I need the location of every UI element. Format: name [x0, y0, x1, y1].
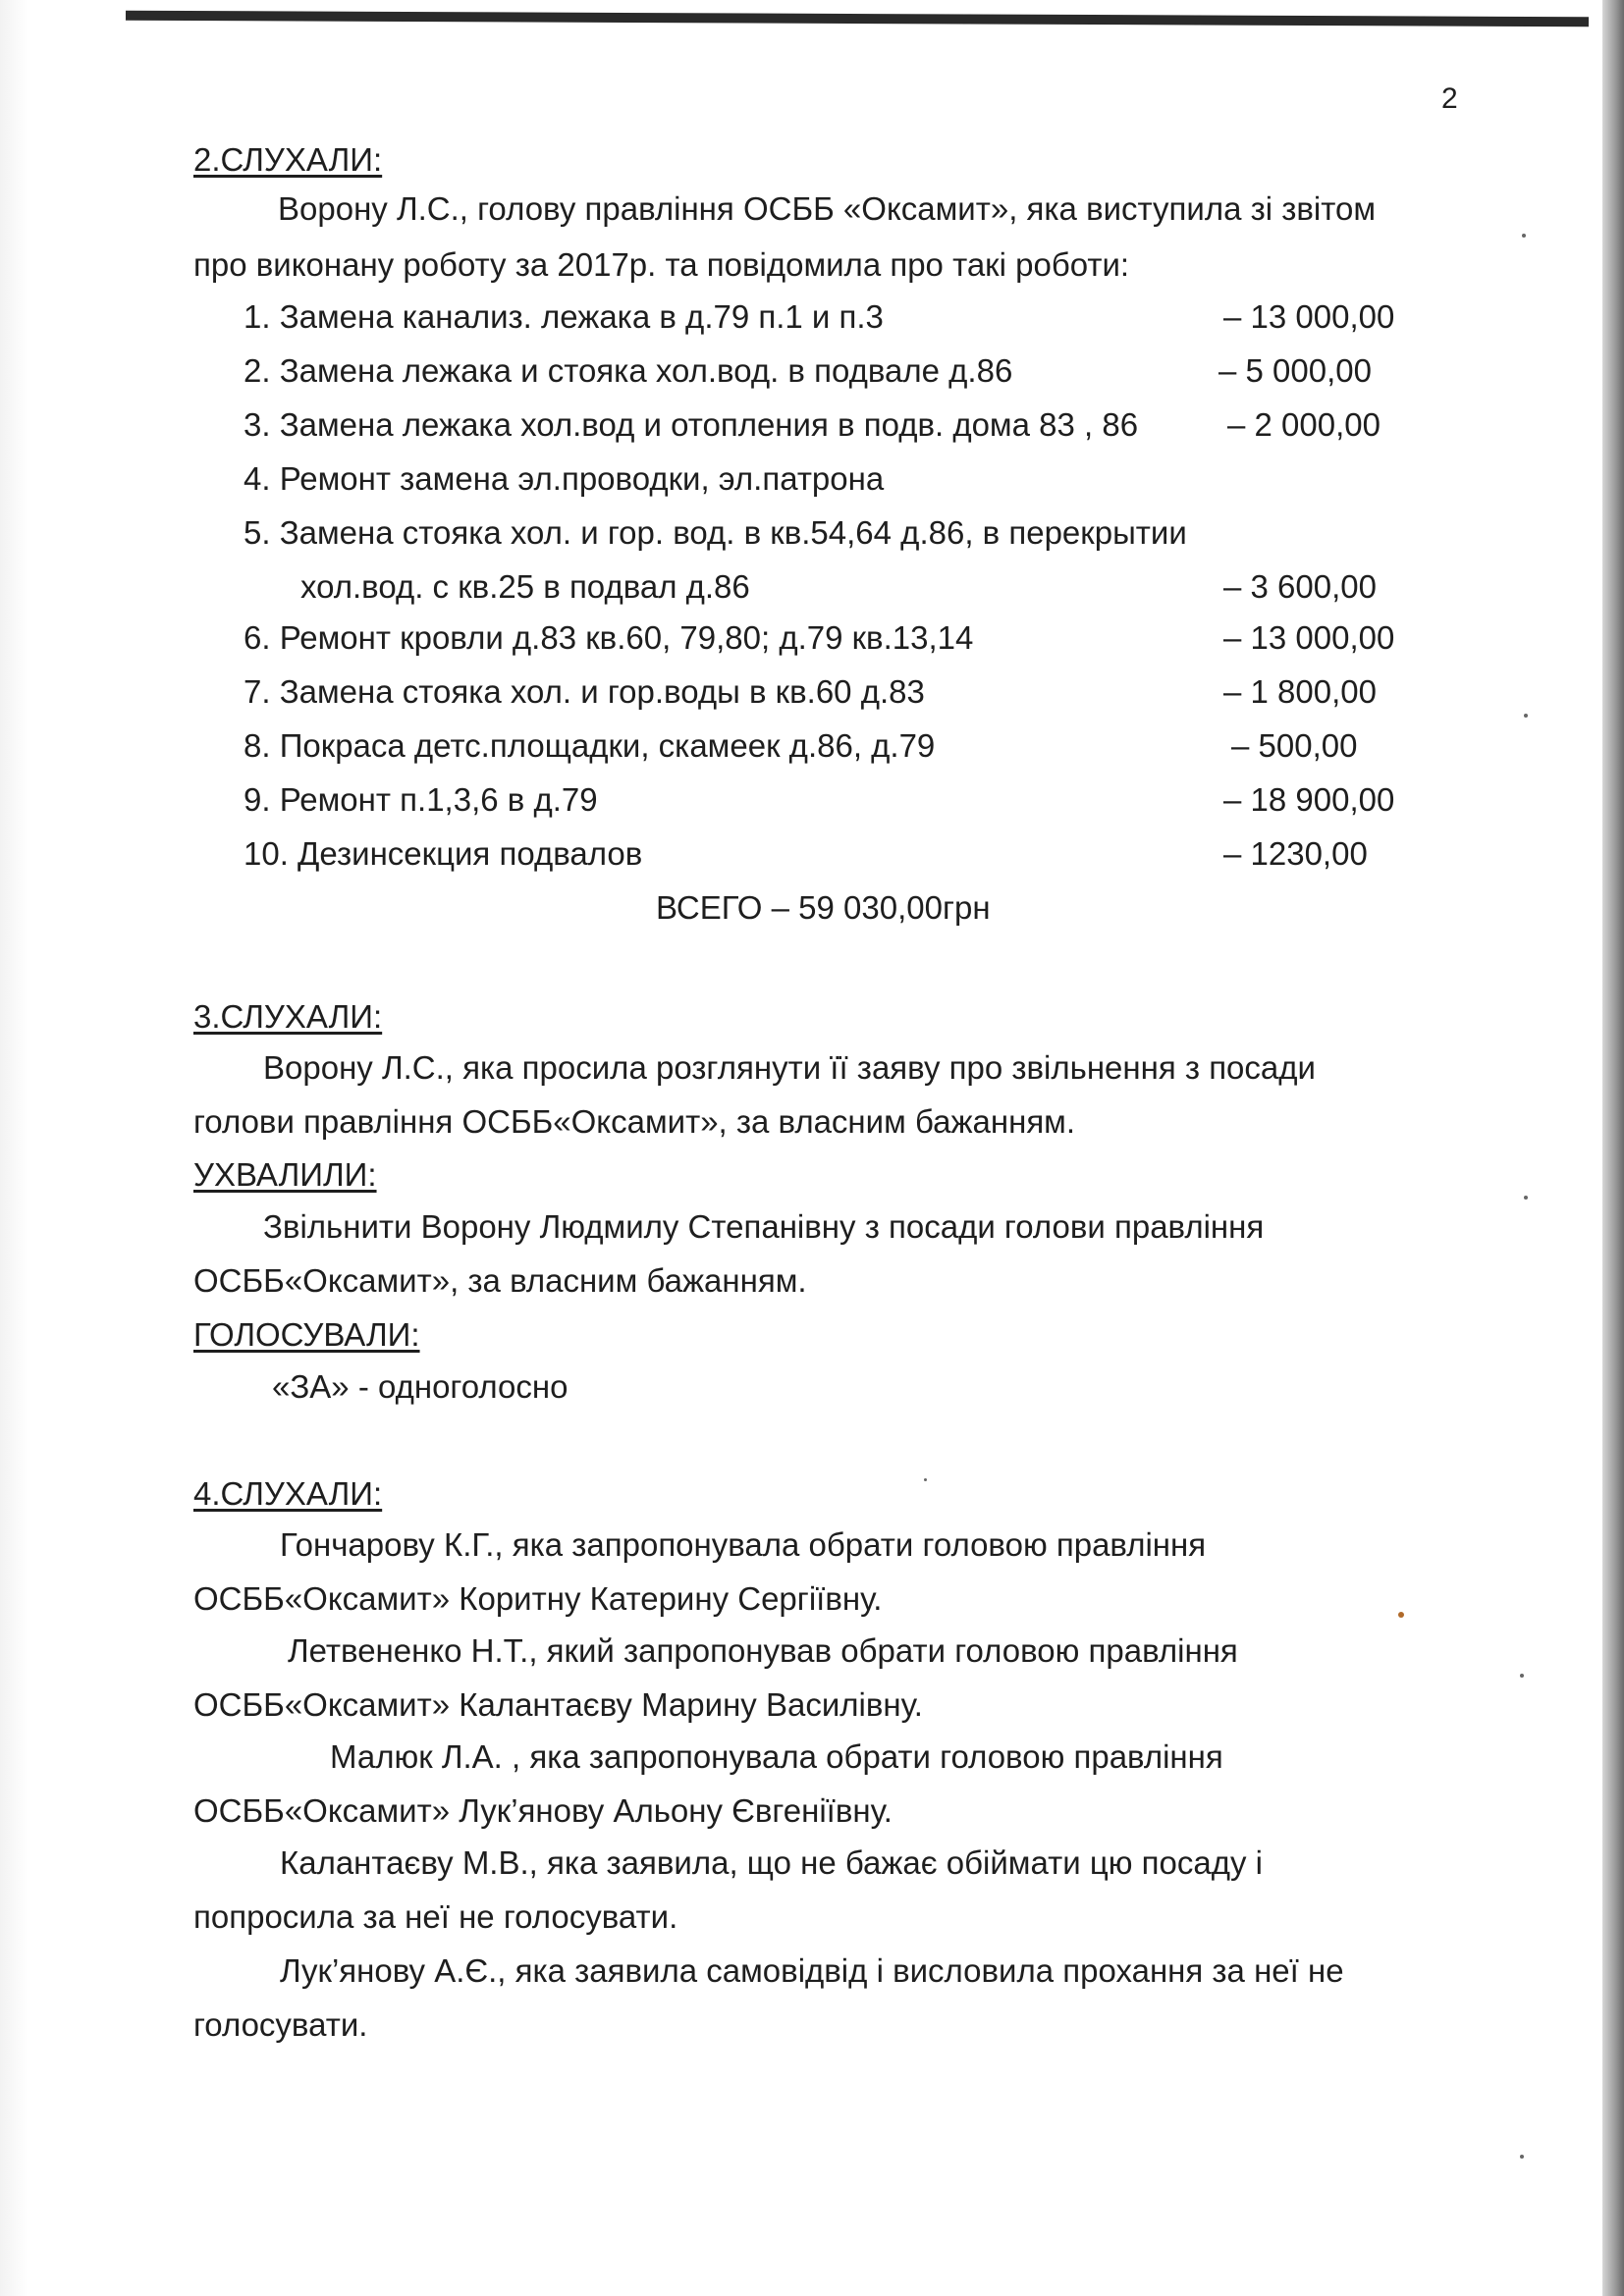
work-item-9: 9. Ремонт п.1,3,6 в д.79: [244, 781, 598, 818]
section3-decided-line1: Звільнити Ворону Людмилу Степанівну з посади голови правління: [263, 1208, 1265, 1245]
section3-heard-line2: голови правління ОСББ«Оксамит», за власним бажанням.: [193, 1103, 1076, 1140]
work-item-7: 7. Замена стояка хол. и гор.воды в кв.60 д.83: [244, 673, 925, 710]
section2-heading: 2.СЛУХАЛИ:: [193, 141, 383, 178]
section4-p3-line1: Малюк Л.А. , яка запропонувала обрати головою правління: [330, 1738, 1223, 1775]
work-item-2-amount: – 5 000,00: [1218, 352, 1372, 389]
section3-decided-heading: УХВАЛИЛИ:: [193, 1156, 377, 1193]
section4-p3-line2: ОСББ«Оксамит» Лук’янову Альону Євгеніївну.: [193, 1792, 893, 1829]
section3-decided-line2: ОСББ«Оксамит», за власним бажанням.: [193, 1262, 807, 1299]
work-item-7-amount: – 1 800,00: [1223, 673, 1377, 710]
section4-p5-line2: голосувати.: [193, 2006, 368, 2043]
work-item-3: 3. Замена лежака хол.вод и отопления в подв. дома 83 , 86: [244, 406, 1139, 443]
work-item-6-amount: – 13 000,00: [1223, 619, 1395, 656]
scan-speck: [1520, 2155, 1524, 2159]
section3-heard-line1: Ворону Л.С., яка просила розглянути її заяву про звільнення з посади: [263, 1049, 1316, 1086]
work-item-5-amount: – 3 600,00: [1223, 568, 1377, 605]
section2-intro-line2: про виконану роботу за 2017р. та повідомила про такі роботи:: [193, 246, 1130, 283]
section4-p5-line1: Лук’янову А.Є., яка заявила самовідвід і висловила прохання за неї не: [280, 1952, 1344, 1989]
scan-speck: [1520, 1674, 1524, 1678]
work-item-9-amount: – 18 900,00: [1223, 781, 1395, 818]
work-item-1-amount: – 13 000,00: [1223, 298, 1395, 335]
work-item-5-continued: хол.вод. с кв.25 в подвал д.86: [300, 568, 750, 605]
section4-p1-line2: ОСББ«Оксамит» Коритну Катерину Сергіївну.: [193, 1580, 883, 1617]
section4-p4-line1: Калантаєву М.В., яка заявила, що не бажає обіймати цю посаду і: [280, 1844, 1263, 1881]
work-item-4: 4. Ремонт замена эл.проводки, эл.патрона: [244, 460, 885, 497]
section4-p2-line2: ОСББ«Оксамит» Калантаєву Марину Василівну.: [193, 1686, 923, 1723]
work-item-1: 1. Замена канализ. лежака в д.79 п.1 и п.3: [244, 298, 884, 335]
scan-right-edge: [1602, 0, 1624, 2296]
section4-p1-line1: Гончарову К.Г., яка запропонувала обрати головою правління: [280, 1526, 1207, 1563]
section3-heading: 3.СЛУХАЛИ:: [193, 998, 383, 1035]
work-total: ВСЕГО – 59 030,00грн: [656, 889, 991, 926]
section4-heading: 4.СЛУХАЛИ:: [193, 1475, 383, 1512]
scan-left-edge: [0, 0, 27, 2296]
section4-p2-line1: Летвененко Н.Т., який запропонував обрати головою правління: [288, 1632, 1238, 1669]
scan-speck: [1522, 234, 1526, 238]
work-item-3-amount: – 2 000,00: [1227, 406, 1380, 443]
page-number: 2: [1441, 82, 1458, 115]
scan-speck: [924, 1478, 927, 1481]
section2-intro-line1: Ворону Л.С., голову правління ОСББ «Оксамит», яка виступила зі звітом: [278, 190, 1377, 227]
work-item-8-amount: – 500,00: [1231, 727, 1358, 764]
work-item-6: 6. Ремонт кровли д.83 кв.60, 79,80; д.79 кв.13,14: [244, 619, 974, 656]
scan-speck: [1524, 1196, 1528, 1200]
work-item-8: 8. Покраса детс.площадки, скамеек д.86, д.79: [244, 727, 936, 764]
scan-speck: [1398, 1612, 1404, 1618]
scan-top-edge: [126, 11, 1589, 27]
section3-voted-line: «ЗА» - одноголосно: [272, 1368, 568, 1405]
work-item-10: 10. Дезинсекция подвалов: [244, 835, 643, 872]
work-item-5: 5. Замена стояка хол. и гор. вод. в кв.54,64 д.86, в перекрытии: [244, 514, 1187, 551]
scan-speck: [1524, 714, 1528, 718]
section4-p4-line2: попросила за неї не голосувати.: [193, 1898, 678, 1935]
work-item-10-amount: – 1230,00: [1223, 835, 1368, 872]
work-item-2: 2. Замена лежака и стояка хол.вод. в подвале д.86: [244, 352, 1013, 389]
section3-voted-heading: ГОЛОСУВАЛИ:: [193, 1316, 420, 1353]
